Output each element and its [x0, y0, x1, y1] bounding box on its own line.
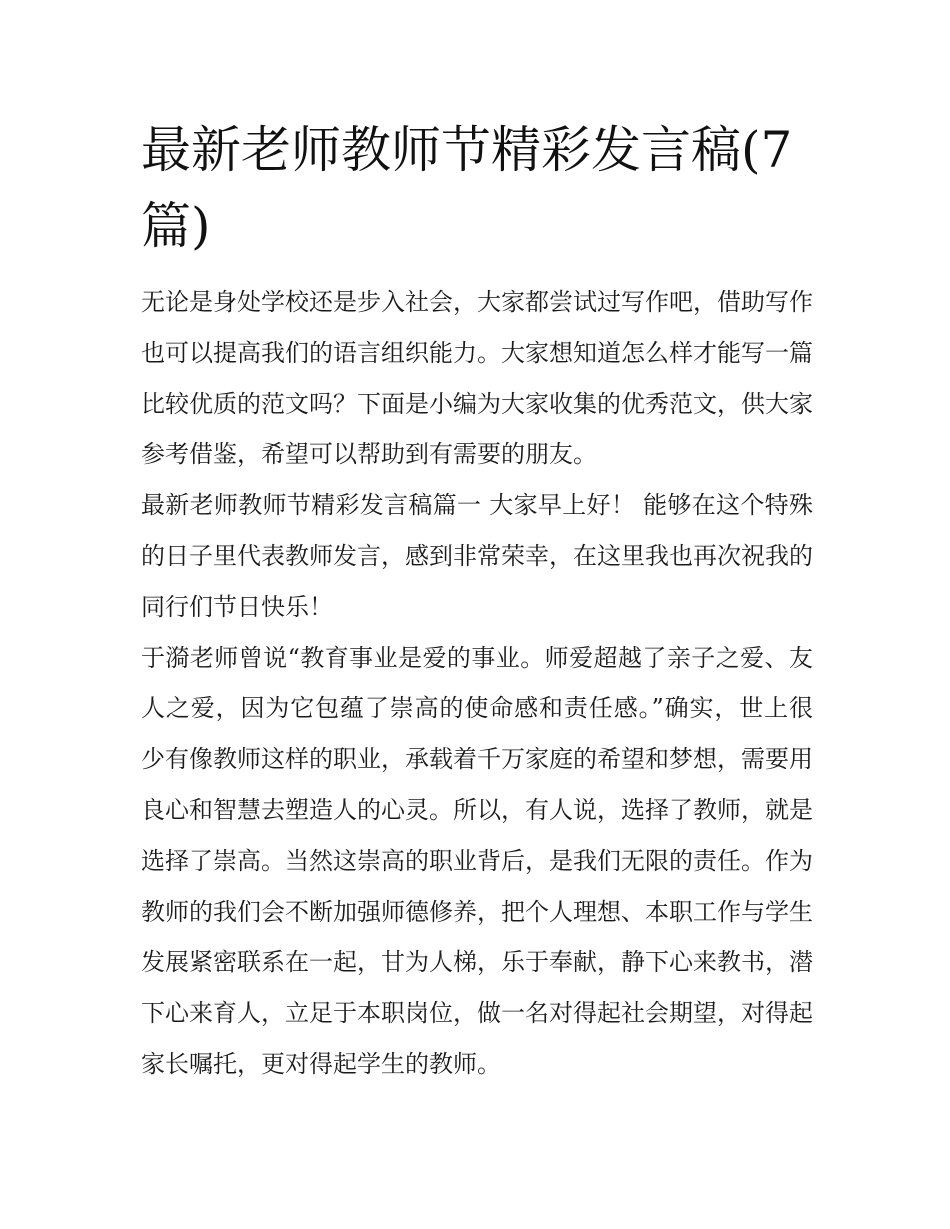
- paragraph-greeting: 最新老师教师节精彩发言稿篇一 大家早上好！ 能够在这个特殊的日子里代表教师发言，感到非常荣幸，在这里我也再次祝我的同行们节日快乐！: [141, 491, 813, 621]
- document-title: 最新老师教师节精彩发言稿(7篇): [141, 121, 793, 255]
- document-body: [141, 277, 813, 1090]
- paragraph-intro: 无论是身处学校还是步入社会，大家都尝试过写作吧，借助写作也可以提高我们的语言组织能力。大家想知道怎么样才能写一篇比较优质的范文吗？下面是小编为大家收集的优秀范文，供大家参考借鉴，希望可以帮助到有需要的朋友。: [141, 288, 813, 469]
- paragraph-main: 于漪老师曾说“教育事业是爱的事业。师爱超越了亲子之爱、友人之爱，因为它包蕴了崇高的使命感和责任感。”确实，世上很少有像教师这样的职业，承载着千万家庭的希望和梦想，需要用良心和智慧去塑造人的心灵。所以，有人说，选择了教师，就是选择了崇高。当然这崇高的职业背后，是我们无限的责任。作为教师的我们会不断加强师德修养，把个人理想、本职工作与学生发展紧密联系在一起，甘为人梯，乐于奉献，静下心来教书，潜下心来育人，立足于本职岗位，做一名对得起社会期望，对得起家长嘱托，更对得起学生的教师。: [141, 643, 813, 1078]
